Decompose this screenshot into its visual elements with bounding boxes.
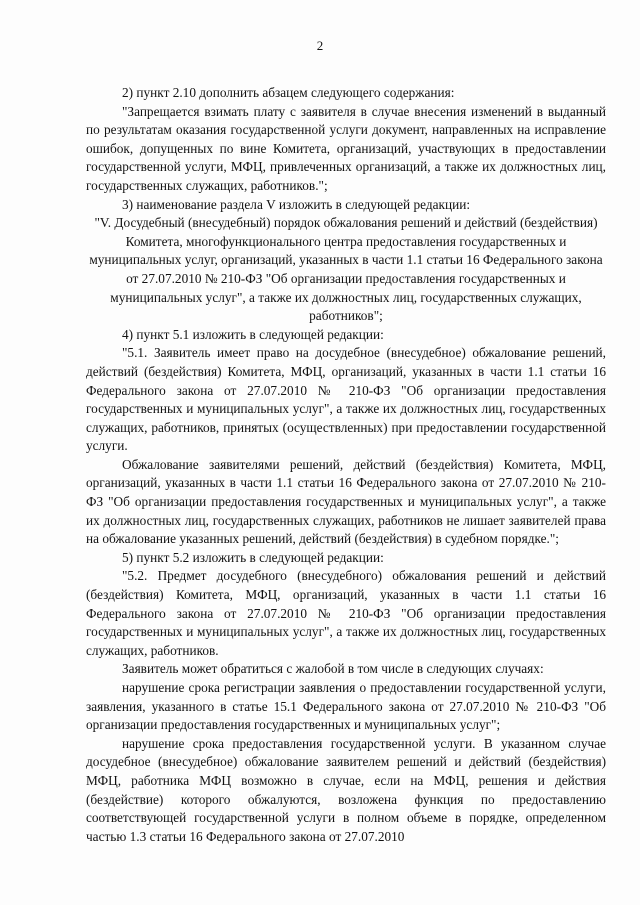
document-body [86,84,606,846]
paragraph-cases-intro: Заявитель может обратиться с жалобой в том числе в следующих случаях: [122,661,544,677]
section-v-title: "V. Досудебный (внесудебный) порядок обжалования решений и действий (бездействия) Комитета, многофункционального центра предоставления государственных и муниципальных услуг, организаций, указанных в части 1.1 статьи 16 Федерального закона от 27.07.2010 № 210-ФЗ "Об организации предоставления государственных и муниципальных услуг", а также их должностных лиц, государственных служащих, работников"; [89,215,603,324]
paragraph-item-5: 5) пункт 5.2 изложить в следующей редакции: [122,549,384,565]
paragraph-case-registration: нарушение срока регистрации заявления о предоставлении государственной услуги, заявления, указанного в статье 15.1 Федерального закона от 27.07.2010 № 210-ФЗ "Об организации предоставления государственных и муниципальных услуг"; [86,680,606,733]
paragraph-quote-5-2: "5.2. Предмет досудебного (внесудебного) обжалования решений и действий (бездействия) Комитета, МФЦ, организаций, указанных в части 1.1 статьи 16 Федерального закона от 27.07.2010 № 210-ФЗ "Об организации предоставления государственных и муниципальных услуг", а также их должностных лиц, государственных служащих, работников. [86,568,606,658]
paragraph-item-3: 3) наименование раздела V изложить в следующей редакции: [122,196,471,212]
paragraph-item-2: 2) пункт 2.10 дополнить абзацем следующего содержания: [122,85,455,100]
paragraph-appeal-rights: Обжалование заявителями решений, действий (бездействия) Комитета, МФЦ, организаций, указанных в части 1.1 статьи 16 Федерального закона от 27.07.2010 № 210-ФЗ "Об организации предоставления государственных и муниципальных услуг", а также их должностных лиц, государственных служащих, работников не лишает заявителей права на обжалование указанных решений, действий (бездействия) в судебном порядке."; [86,456,606,547]
paragraph-quote-2-10: "Запрещается взимать плату с заявителя в случае внесения изменений в выданный по результатам оказания государственной услуги документ, направленных на исправление ошибок, допущенных по вине Комитета, организаций, участвующих в предоставлении государственной услуги, МФЦ, привлеченных организаций, а также их должностных лиц, государственных служащих, работников."; [86,103,606,193]
page-number: 2 [316,38,324,53]
paragraph-item-4: 4) пункт 5.1 изложить в следующей редакции: [122,326,384,342]
paragraph-quote-5-1: "5.1. Заявитель имеет право на досудебное (внесудебное) обжалование решений, действий (бездействия) Комитета, МФЦ, организаций, указанных в части 1.1 статьи 16 Федерального закона от 27.07.2010 № 210-ФЗ "Об организации предоставления государственных и муниципальных услуг", а также их должностных лиц, государственных служащих, работников, принятых (осуществленных) при предоставлении государственной услуги. [86,345,606,454]
paragraph-case-deadline: нарушение срока предоставления государственной услуги. В указанном случае досудебное (внесудебное) обжалование заявителем решений и действий (бездействия) МФЦ, работника МФЦ возможно в случае, если на МФЦ, решения и действия (бездействие) которого обжалуются, возложена функция по предоставлению соответствующей государственной услуги в полном объеме в порядке, определенном частью 1.3 статьи 16 Федерального закона от 27.07.2010 [86,735,606,844]
